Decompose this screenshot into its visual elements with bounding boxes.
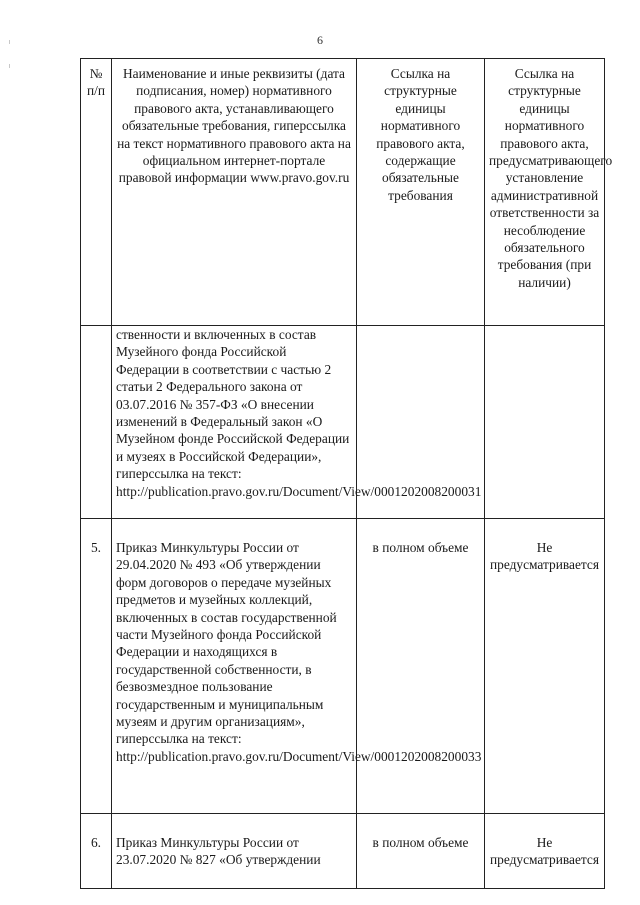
table-row <box>81 326 605 519</box>
row-liability-reference <box>485 326 605 519</box>
row-liability-reference: Не предусматривается <box>485 814 605 889</box>
row-act-name: Приказ Минкультуры России от 29.04.2020 № 493 «Об утверждении форм договоров о передаче музейных предметов и музейных коллекций, включенных в состав государственной части Музейного фонда Российской Федерации и находящихся в государственной собственности, в безвозмездное пользование государственным и муниципальным музеям и другим организациям», гиперссылка на текст: http://publication.pravo.gov.ru/Document/View/0001202008200033 <box>112 519 357 814</box>
row-number: 6. <box>81 814 112 889</box>
row-number: 5. <box>81 519 112 814</box>
row-structural-reference: в полном объеме <box>357 519 485 814</box>
requirements-table <box>80 58 613 889</box>
row-liability-reference: Не предусматривается <box>485 519 605 814</box>
row-structural-reference: в полном объеме <box>357 814 485 889</box>
header-number: № п/п <box>81 59 112 326</box>
table-row <box>81 814 605 889</box>
row-number <box>81 326 112 519</box>
row-act-name: ственности и включенных в состав Музейного фонда Российской Федерации в соответствии с частью 2 статьи 2 Федерального закона от 03.07.2016 № 357-ФЗ «О внесении изменений в Федеральный закон «О Музейном фонде Российской Федерации и музеях в Российской Федерации», гиперссылка на текст: http://publication.pravo.gov.ru/Document/View/0001202008200031 <box>112 326 357 519</box>
header-structural-reference: Ссылка на структурные единицы нормативного правового акта, содержащие обязательные требования <box>357 59 485 326</box>
table-row <box>81 519 605 814</box>
row-act-name: Приказ Минкультуры России от 23.07.2020 № 827 «Об утверждении <box>112 814 357 889</box>
table-header-row <box>81 59 605 326</box>
header-liability-reference: Ссылка на структурные единицы нормативного правового акта, предусматривающего установление административной ответственности за несоблюдение обязательного требования (при наличии) <box>485 59 605 326</box>
scan-margin-mark <box>9 64 10 68</box>
page-number: 6 <box>317 33 323 47</box>
header-act-name: Наименование и иные реквизиты (дата подписания, номер) нормативного правового акта, устанавливающего обязательные требования, гиперссылка на текст нормативного правового акта на официальном интернет-портале правовой информации www.pravo.gov.ru <box>112 59 357 326</box>
